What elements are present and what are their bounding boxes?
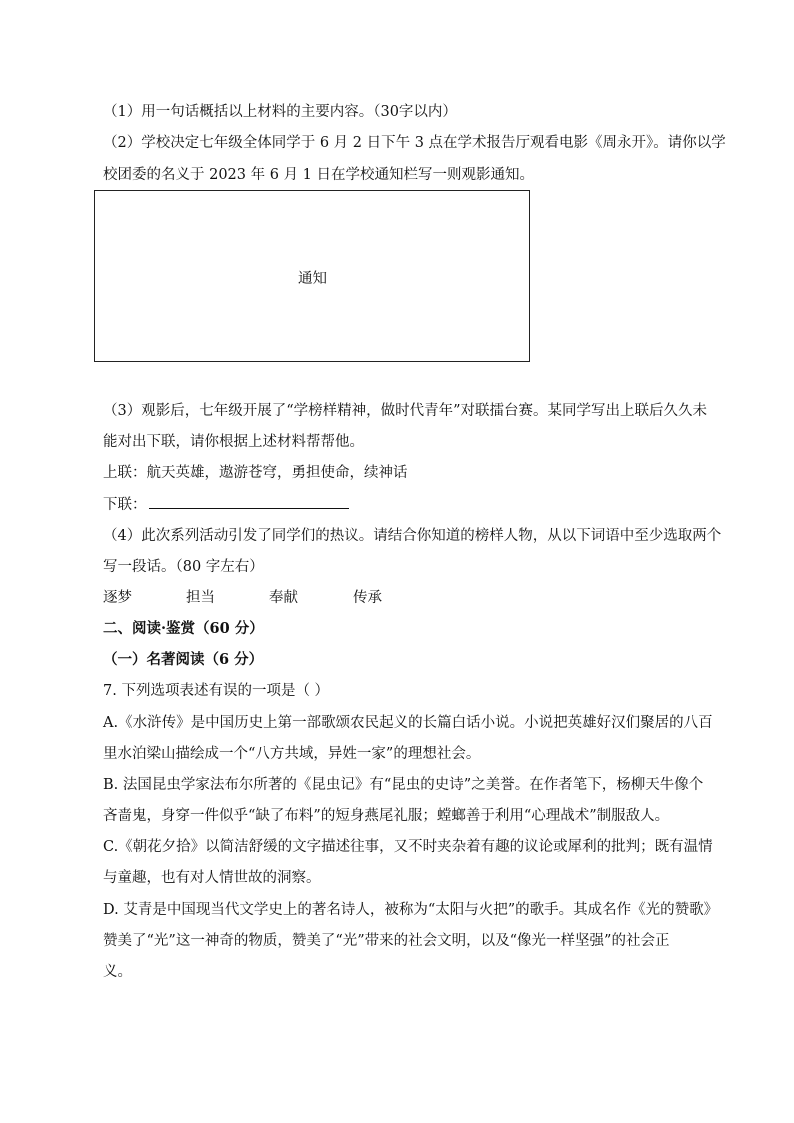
notice-title: 通知 [298,271,327,287]
question-6-part-2-line-2: 校团委的名义于 2023 年 6 月 1 日在学校通知栏写一则观影通知。 [103,167,535,183]
question-7-stem: 7. 下列选项表述有误的一项是（ ） [103,683,330,699]
word-choice: 传承 [353,590,382,606]
word-choice: 逐梦 [103,590,132,606]
option-c-line-1: C.《朝花夕拾》以简洁舒缓的文字描述往事，又不时夹杂着有趣的议论或犀利的批判；既有温情 [103,839,713,855]
option-c-line-2: 与童趣，也有对人情世故的洞察。 [103,870,321,886]
option-a-line-2: 里水泊梁山描绘成一个“八方共域，异姓一家”的理想社会。 [103,746,481,762]
question-6-part-1: （1）用一句话概括以上材料的主要内容。（30字以内） [103,104,457,120]
upper-couplet: 上联：航天英雄，遨游苍穹，勇担使命，续神话 [103,465,408,481]
question-6-part-2-line-1: （2）学校决定七年级全体同学于 6 月 2 日下午 3 点在学术报告厅观看电影《周永开》。请你以学 [103,135,726,151]
option-d-line-3: 义。 [103,964,132,980]
question-6-part-4-line-2: 写一段话。（80 字左右） [103,559,264,575]
notice-writing-box[interactable] [94,190,530,362]
option-b-line-1: B. 法国昆虫学家法布尔所著的《昆虫记》有“昆虫的史诗”之美誉。在作者笔下，杨柳天牛像个 [103,777,704,793]
word-choice: 奉献 [269,590,298,606]
lower-couplet-label: 下联： [103,497,147,513]
section-2-heading: 二、阅读·鉴赏（60 分） [103,620,264,637]
option-a-line-1: A.《水浒传》是中国历史上第一部歌颂农民起义的长篇白话小说。小说把英雄好汉们聚居的八百 [103,715,713,731]
word-choice: 担当 [186,590,215,606]
question-6-part-4-line-1: （4）此次系列活动引发了同学们的热议。请结合你知道的榜样人物，从以下词语中至少选取两个 [103,528,722,544]
question-6-part-3-line-1: （3）观影后，七年级开展了“学榜样精神，做时代青年”对联擂台赛。某同学写出上联后久久未 [103,403,708,419]
question-6-part-3-line-2: 能对出下联，请你根据上述材料帮帮他。 [103,434,364,450]
section-2-subheading: （一）名著阅读（6 分） [103,651,264,668]
lower-couplet-row [103,494,349,515]
option-d-line-1: D. 艾青是中国现当代文学史上的著名诗人，被称为“太阳与火把”的歌手。其成名作《光的赞歌》 [103,902,719,918]
word-choices [103,588,423,608]
lower-couplet-answer-blank[interactable] [149,494,349,509]
option-b-line-2: 吝啬鬼，身穿一件似乎“缺了布料”的短身燕尾礼服；螳螂善于利用“心理战术”制服敌人。 [103,808,670,824]
option-d-line-2: 赞美了“光”这一神奇的物质，赞美了“光”带来的社会文明，以及“像光一样坚强”的社会正 [103,933,670,949]
